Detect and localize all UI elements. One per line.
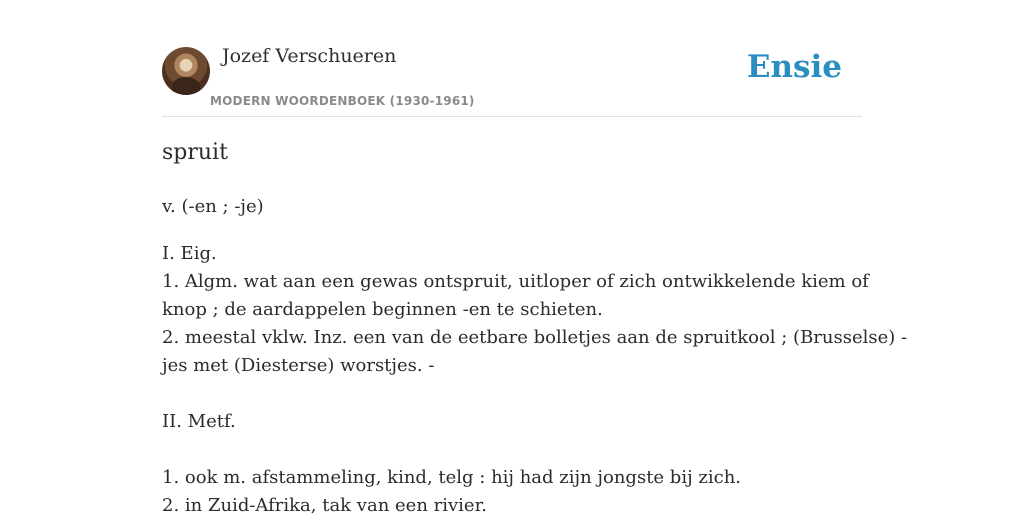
entry-page: [162, 0, 908, 516]
definition-line: knop ; de aardappelen beginnen -en te schieten.: [162, 299, 603, 320]
blank-line: [162, 436, 862, 464]
blank-line: [162, 380, 862, 408]
definition-line: II. Metf.: [162, 411, 236, 432]
grammar-info: v. (-en ; -je): [162, 196, 264, 217]
author-name[interactable]: Jozef Verschueren: [222, 45, 397, 67]
ensie-logo[interactable]: Ensie: [746, 49, 842, 85]
definition-line: I. Eig.: [162, 243, 217, 264]
source-dictionary[interactable]: MODERN WOORDENBOEK (1930-1961): [210, 94, 475, 108]
definition-line: jes met (Diesterse) worstjes. -: [162, 355, 435, 376]
author-avatar[interactable]: [162, 47, 210, 95]
definition-line: 2. in Zuid-Afrika, tak van een rivier.: [162, 495, 487, 516]
entry-term: spruit: [162, 140, 228, 165]
entry-header: [162, 0, 862, 117]
definition-line: 1. Algm. wat aan een gewas ontspruit, uitloper of zich ontwikkelende kiem of: [162, 271, 869, 292]
entry-definition: [162, 193, 908, 520]
definition-line: 1. ook m. afstammeling, kind, telg : hij had zijn jongste bij zich.: [162, 467, 742, 488]
definition-line: 2. meestal vklw. Inz. een van de eetbare bolletjes aan de spruitkool ; (Brusselse) -: [162, 327, 908, 348]
